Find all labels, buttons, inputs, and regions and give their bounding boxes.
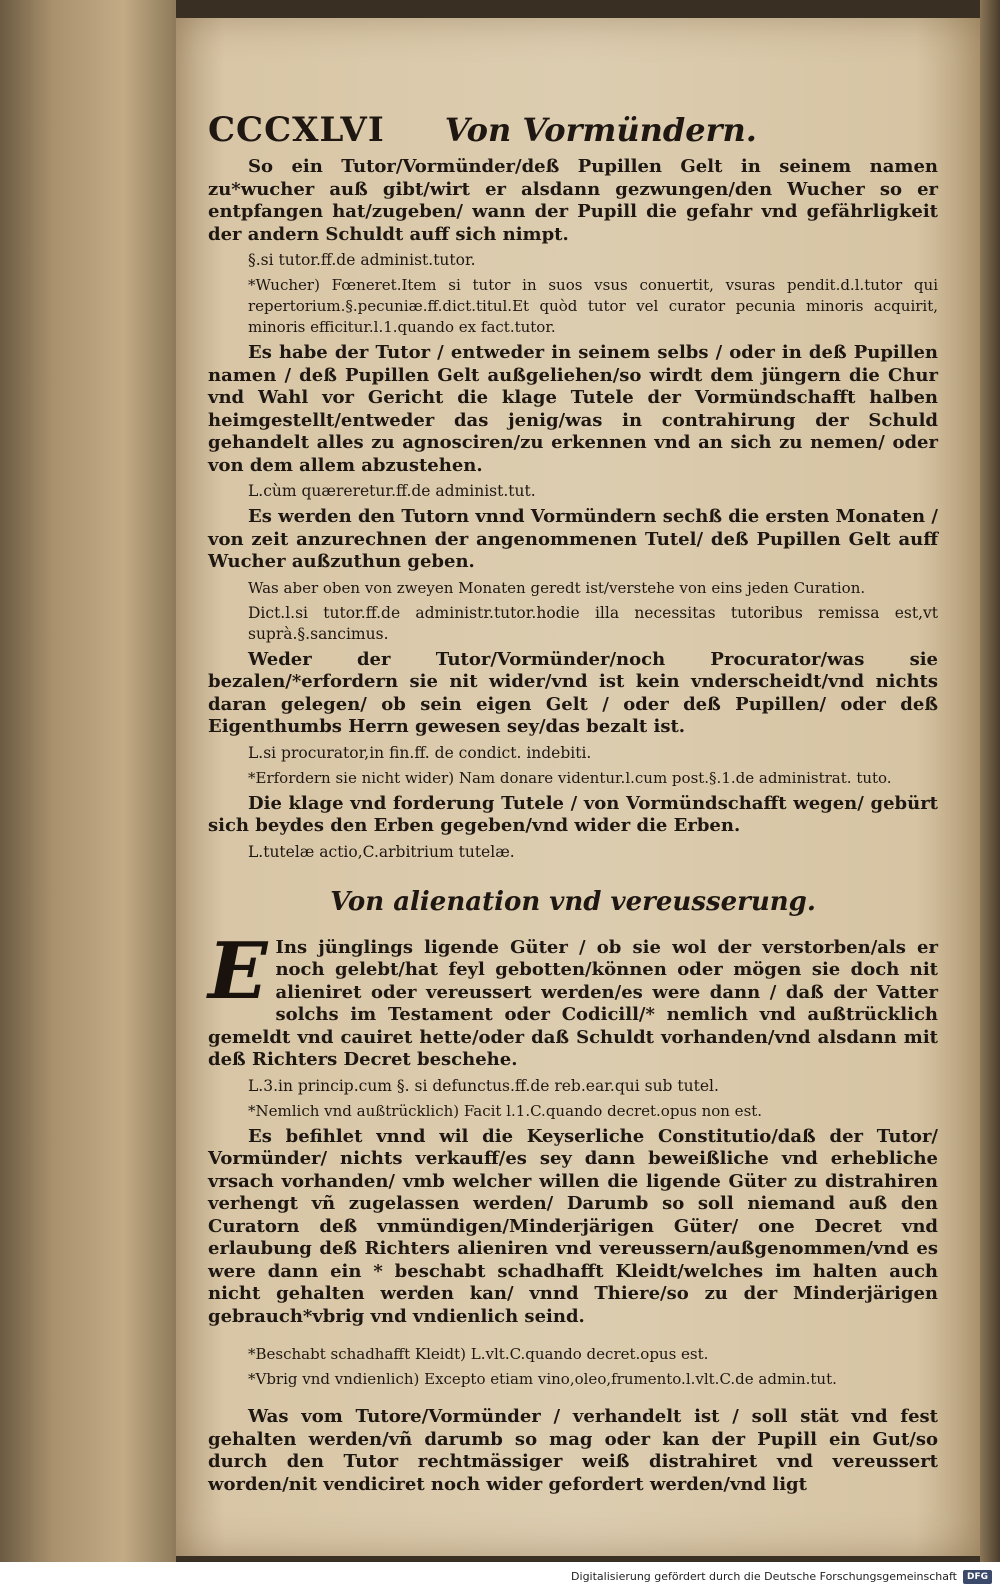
marginal-note: *Vbrig vnd vndienlich) Excepto etiam vino,oleo,frumento.l.vlt.C.de admin.tut. [248,1370,837,1388]
marginal-note: *Nemlich vnd außtrücklich) Facit l.1.C.quando decret.opus non est. [248,1101,763,1120]
dfg-logo-icon: DFG [963,1570,992,1584]
marginal-note: *Erfordern sie nicht wider) Nam donare videntur.l.cum post.§.1.de administrat. tuto. [248,768,892,787]
german-paragraph: Was vom Tutore/Vormünder / verhandelt ist / soll stät vnd fest gehalten werden/vñ darumb so mag oder kan der Pupill ein Gut/so durch den Tutor rechtmässiger weiß distrahiret vnd vereussert worden/nit vendiciret noch wider gefordert werden/vnd ligt [208,1406,938,1495]
running-title: Von Vormündern. [444,111,757,149]
section-title: Von alienation vnd vereusserung. [330,886,816,917]
drop-cap: E [208,925,268,1017]
page-content [208,110,938,1500]
text-block-2 [208,925,938,1497]
footer-credit: Digitalisierung gefördert durch die Deutsche Forschungsgemeinschaft [571,1570,957,1583]
spacer [208,1332,938,1344]
marginal-note: *Wucher) Fœneret.Item si tutor in suos vsus conuertit, vsuras pendit.d.l.tutor qui repertorium.§.pecuniæ.ff.dict.titul.Et quòd tutor vel curator pecunia minoris acquirit, minoris efficitur.l.1.quando ex fact.tutor. [248,276,938,336]
german-paragraph: Die klage vnd forderung Tutele / von Vormündschafft wegen/ gebürt sich beydes den Erben gegeben/vnd wider die Erben. [208,792,938,836]
latin-citation: L.cùm quæreretur.ff.de administ.tut. [248,482,536,500]
german-paragraph: Es befihlet vnnd wil die Keyserliche Constitutio/daß der Tutor/ Vormünder/ nichts verkauff/es sey dann beweißliche vnd erhebliche vrsach vorhanden/ vmb welcher willen die ligende Güter zu distrahiren verhengt vñ zugelassen werden/ Darumb so soll niemand auß den Curatorn deß vnmündigen/Minderjärigen Güter/ one Decret vnd erlaubung deß Richters alieniren vnd vereussern/außgenommen/vnd es were dann ein * beschabt schadhafft Kleidt/welches im halten auch nicht gehalten werden kan/ vnnd Thiere/so zu der Minderjärigen gebrauch*vbrig vnd vndienlich seind. [208,1125,938,1327]
latin-citation: Dict.l.si tutor.ff.de administr.tutor.hodie illa necessitas tutoribus remissa est,vt suprà.§.sancimus. [248,603,938,643]
binding-edge [980,0,1000,1562]
latin-citation: L.si procurator,in fin.ff. de condict. indebiti. [248,743,592,762]
latin-citation: §.si tutor.ff.de administ.tutor. [248,251,476,269]
paragraph-text: Ins jünglings ligende Güter / ob sie wol der verstorben/als er noch gelebt/hat feyl gebotten/können oder mögen sie doch nit alieniret oder vereussert werden/es were dann / daß der Vatter solchs im Testament oder Codicill/* nemlich vnd außtrücklich gemeldt vnd cauiret hette/oder daß Schuldt vorhanden/vnd alsdann mit deß Richters Decret beschehe. [208,936,938,1070]
page-header [208,110,938,150]
folio-number: CCCXLVI [208,110,385,150]
facing-page-edge [0,0,176,1562]
spacer [208,1394,938,1406]
book-page [176,18,980,1556]
german-paragraph: So ein Tutor/Vormünder/deß Pupillen Gelt in seinem namen zu*wucher auß gibt/wirt er alsdann gezwungen/den Wucher so er entpfangen hat/zugeben/ wann der Pupill die gefahr vnd gefährligkeit der andern Schuldt auff sich nimpt. [208,156,938,245]
text-block-1 [208,156,938,863]
marginal-note: *Beschabt schadhafft Kleidt) L.vlt.C.quando decret.opus est. [248,1345,709,1363]
german-paragraph: Es werden den Tutorn vnnd Vormündern sechß die ersten Monaten / von zeit anzurechnen der angenommenen Tutel/ deß Pupillen Gelt auff Wucher außzuthun geben. [208,506,938,572]
latin-citation: L.tutelæ actio,C.arbitrium tutelæ. [248,842,515,861]
latin-citation: L.3.in princip.cum §. si defunctus.ff.de reb.ear.qui sub tutel. [248,1076,719,1095]
german-paragraph [208,925,938,1072]
german-paragraph: Es habe der Tutor / entweder in seinem selbs / oder in deß Pupillen namen / deß Pupillen Gelt außgeliehen/so wirdt dem jüngern die Chur vnd Wahl vor Gericht die klage Tutele der Vormündschafft halben heimgestellt/entweder das jenig/was in contrahirung der Schuld gehandelt alles zu agnosciren/zu erkennen vnd an sich zu nemen/ oder von dem allem abzustehen. [208,342,938,476]
marginal-note: Was aber oben von zweyen Monaten geredt ist/verstehe von eins jeden Curation. [248,578,866,597]
german-paragraph: Weder der Tutor/Vormünder/noch Procurator/was sie bezalen/*erfordern sie nit wider/vnd ist kein vnderscheidt/vnd nichts daran gelegen/ ob sein eigen Gelt / oder deß Pupillen/ oder deß Eigenthumbs Herrn gewesen sey/das bezalt ist. [208,648,938,737]
digitization-footer [0,1562,1000,1591]
